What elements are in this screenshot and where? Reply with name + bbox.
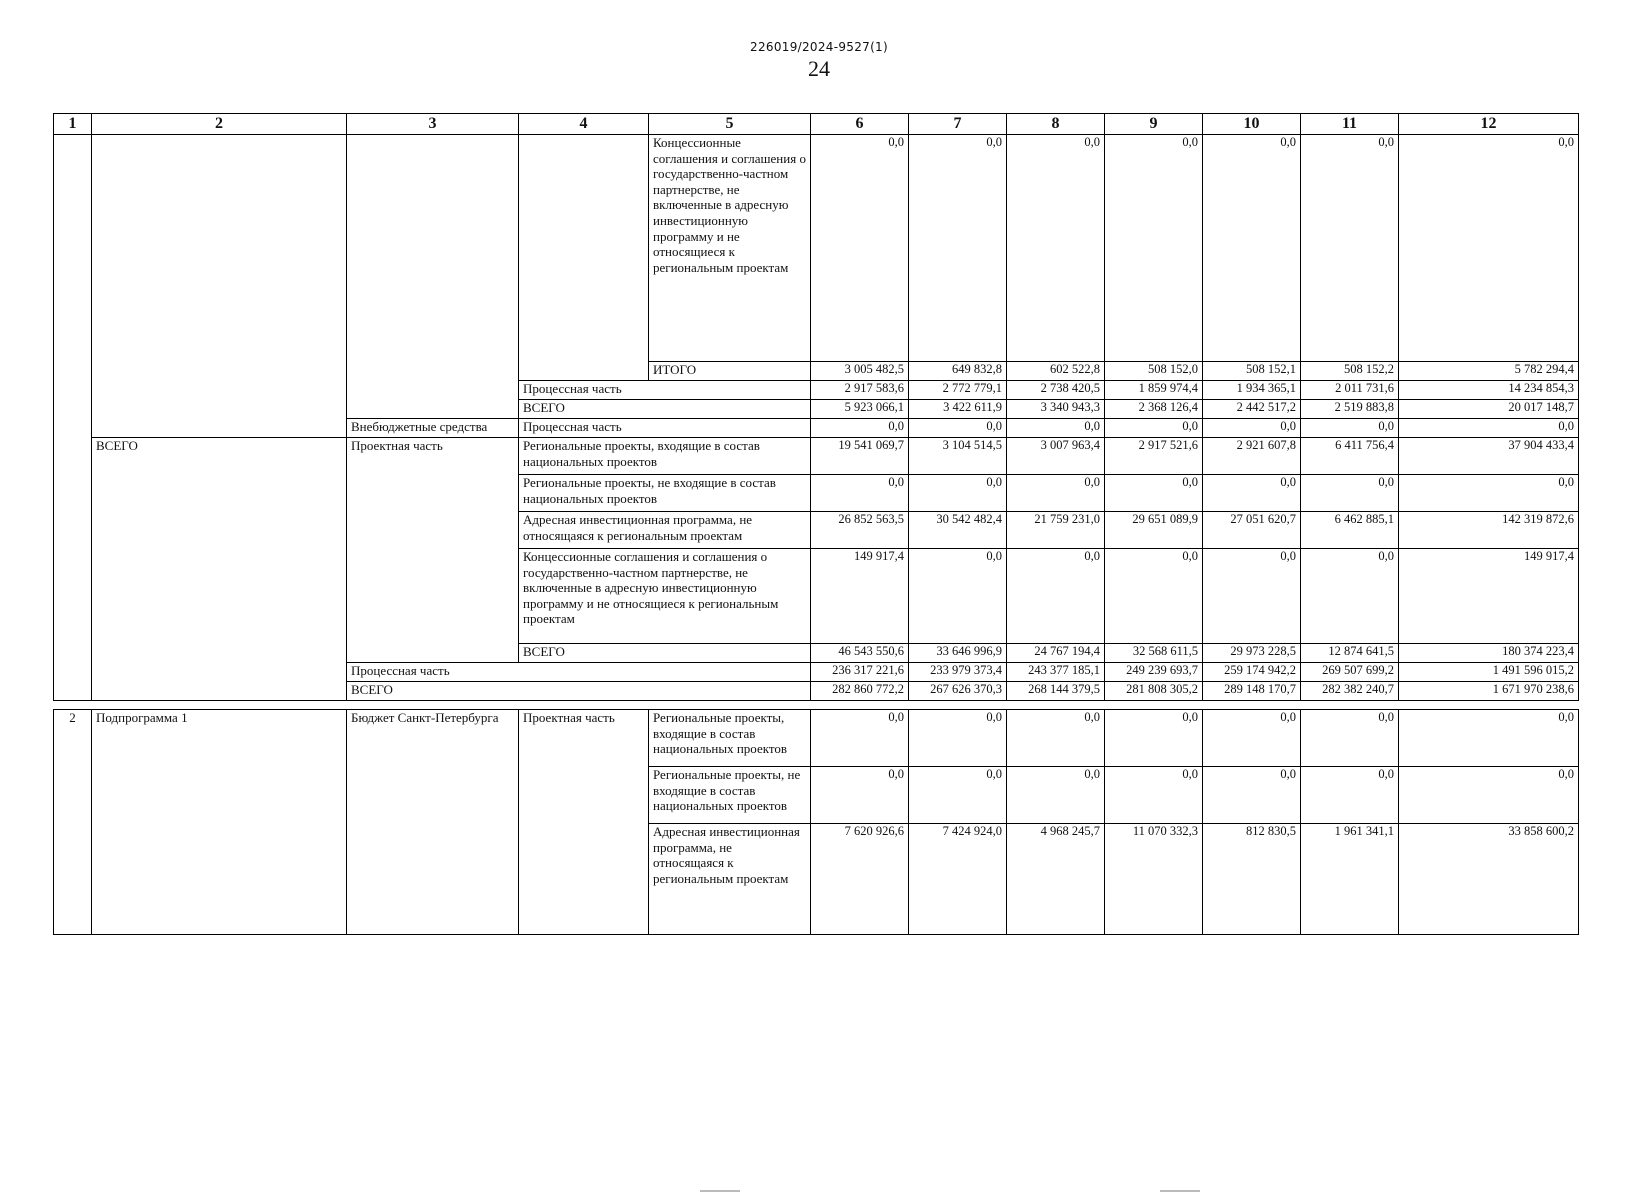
value-cell: 27 051 620,7: [1203, 512, 1301, 549]
column-header: 10: [1203, 114, 1301, 135]
value-cell: 5 923 066,1: [811, 400, 909, 419]
column-header: 12: [1399, 114, 1579, 135]
value-cell: 3 104 514,5: [909, 438, 1007, 475]
value-cell: 0,0: [1301, 549, 1399, 644]
value-cell: 0,0: [811, 475, 909, 512]
column-header: 6: [811, 114, 909, 135]
column-header: 2: [92, 114, 347, 135]
row-number-cell: [54, 135, 92, 701]
value-cell: 0,0: [1007, 767, 1105, 824]
row-label: Адресная инвестиционная программа, не относящаяся к региональным проектам: [519, 512, 811, 549]
value-cell: 0,0: [1105, 135, 1203, 362]
row-label: Концессионные соглашения и соглашения о государственно-частном партнерстве, не включенные в адресную инвестиционную программу и не относящиеся к региональным проектам: [649, 135, 811, 362]
value-cell: 243 377 185,1: [1007, 663, 1105, 682]
value-cell: 267 626 370,3: [909, 682, 1007, 701]
value-cell: 3 340 943,3: [1007, 400, 1105, 419]
value-cell: 0,0: [811, 419, 909, 438]
value-cell: 2 442 517,2: [1203, 400, 1301, 419]
value-cell: 233 979 373,4: [909, 663, 1007, 682]
value-cell: 180 374 223,4: [1399, 644, 1579, 663]
value-cell: 0,0: [1399, 135, 1579, 362]
table-row: [54, 438, 1579, 475]
value-cell: 0,0: [1007, 419, 1105, 438]
row-label: ВСЕГО: [347, 682, 811, 701]
part-cell: Проектная часть: [519, 710, 649, 935]
value-cell: 0,0: [1203, 710, 1301, 767]
row-label: ВСЕГО: [519, 644, 811, 663]
value-cell: 0,0: [909, 549, 1007, 644]
value-cell: 508 152,0: [1105, 362, 1203, 381]
column-header: 3: [347, 114, 519, 135]
value-cell: 14 234 854,3: [1399, 381, 1579, 400]
value-cell: 259 174 942,2: [1203, 663, 1301, 682]
value-cell: 602 522,8: [1007, 362, 1105, 381]
value-cell: 249 239 693,7: [1105, 663, 1203, 682]
subprogram-name: Подпрограмма 1: [92, 710, 347, 935]
value-cell: 2 011 731,6: [1301, 381, 1399, 400]
value-cell: 0,0: [1007, 135, 1105, 362]
value-cell: 29 651 089,9: [1105, 512, 1203, 549]
value-cell: 289 148 170,7: [1203, 682, 1301, 701]
value-cell: 20 017 148,7: [1399, 400, 1579, 419]
row-label: Концессионные соглашения и соглашения о государственно-частном партнерстве, не включенные в адресную инвестиционную программу и не относящиеся к региональным проектам: [519, 549, 811, 644]
value-cell: 29 973 228,5: [1203, 644, 1301, 663]
column-header: 4: [519, 114, 649, 135]
value-cell: 0,0: [811, 135, 909, 362]
row-label: ИТОГО: [649, 362, 811, 381]
value-cell: 3 422 611,9: [909, 400, 1007, 419]
value-cell: 282 382 240,7: [1301, 682, 1399, 701]
row-label: Региональные проекты, не входящие в состав национальных проектов: [519, 475, 811, 512]
value-cell: 0,0: [1105, 710, 1203, 767]
value-cell: 2 368 126,4: [1105, 400, 1203, 419]
value-cell: 11 070 332,3: [1105, 824, 1203, 935]
subprogram-table: [53, 709, 1579, 935]
value-cell: 2 917 521,6: [1105, 438, 1203, 475]
value-cell: 2 921 607,8: [1203, 438, 1301, 475]
value-cell: 2 519 883,8: [1301, 400, 1399, 419]
value-cell: 0,0: [1203, 767, 1301, 824]
value-cell: 0,0: [909, 135, 1007, 362]
value-cell: 0,0: [909, 419, 1007, 438]
value-cell: 24 767 194,4: [1007, 644, 1105, 663]
value-cell: 0,0: [1203, 419, 1301, 438]
source-cell: [347, 135, 519, 419]
value-cell: 281 808 305,2: [1105, 682, 1203, 701]
value-cell: 649 832,8: [909, 362, 1007, 381]
value-cell: 4 968 245,7: [1007, 824, 1105, 935]
total-name-cell: ВСЕГО: [92, 438, 347, 701]
row-number-cell: 2: [54, 710, 92, 935]
row-label: Процессная часть: [347, 663, 811, 682]
page-number: 24: [808, 56, 830, 81]
value-cell: 0,0: [1399, 475, 1579, 512]
row-label: Региональные проекты, не входящие в состав национальных проектов: [649, 767, 811, 824]
table-row: [54, 710, 1579, 767]
column-header: 9: [1105, 114, 1203, 135]
value-cell: 3 005 482,5: [811, 362, 909, 381]
part-cell: [519, 135, 649, 381]
value-cell: 269 507 699,2: [1301, 663, 1399, 682]
column-number-row: [54, 114, 1579, 135]
column-header: 8: [1007, 114, 1105, 135]
row-label: Адресная инвестиционная программа, не относящаяся к региональным проектам: [649, 824, 811, 935]
value-cell: 33 858 600,2: [1399, 824, 1579, 935]
document-registration-number: 226019/2024-9527(1): [750, 40, 888, 54]
part-cell: Проектная часть: [347, 438, 519, 663]
value-cell: 1 671 970 238,6: [1399, 682, 1579, 701]
row-label: Процессная часть: [519, 381, 811, 400]
value-cell: 236 317 221,6: [811, 663, 909, 682]
value-cell: 0,0: [1203, 135, 1301, 362]
value-cell: 0,0: [1105, 767, 1203, 824]
value-cell: 0,0: [1301, 135, 1399, 362]
value-cell: 142 319 872,6: [1399, 512, 1579, 549]
value-cell: 2 738 420,5: [1007, 381, 1105, 400]
value-cell: 26 852 563,5: [811, 512, 909, 549]
value-cell: 2 772 779,1: [909, 381, 1007, 400]
column-header: 5: [649, 114, 811, 135]
value-cell: 6 411 756,4: [1301, 438, 1399, 475]
value-cell: 0,0: [1399, 710, 1579, 767]
value-cell: 21 759 231,0: [1007, 512, 1105, 549]
scan-artifacts: [700, 1190, 1220, 1196]
value-cell: 0,0: [1105, 549, 1203, 644]
column-header: 11: [1301, 114, 1399, 135]
value-cell: 0,0: [1007, 475, 1105, 512]
value-cell: 0,0: [1301, 767, 1399, 824]
value-cell: 30 542 482,4: [909, 512, 1007, 549]
value-cell: 3 007 963,4: [1007, 438, 1105, 475]
value-cell: 149 917,4: [1399, 549, 1579, 644]
value-cell: 0,0: [1007, 710, 1105, 767]
value-cell: 46 543 550,6: [811, 644, 909, 663]
value-cell: 5 782 294,4: [1399, 362, 1579, 381]
value-cell: 37 904 433,4: [1399, 438, 1579, 475]
column-header: 7: [909, 114, 1007, 135]
value-cell: 0,0: [909, 710, 1007, 767]
row-label: Процессная часть: [519, 419, 811, 438]
value-cell: 812 830,5: [1203, 824, 1301, 935]
value-cell: 1 491 596 015,2: [1399, 663, 1579, 682]
table-row: [54, 135, 1579, 362]
row-label: Региональные проекты, входящие в состав национальных проектов: [649, 710, 811, 767]
value-cell: 0,0: [811, 767, 909, 824]
value-cell: 33 646 996,9: [909, 644, 1007, 663]
value-cell: 0,0: [1399, 767, 1579, 824]
value-cell: 0,0: [909, 475, 1007, 512]
column-header: 1: [54, 114, 92, 135]
value-cell: 282 860 772,2: [811, 682, 909, 701]
value-cell: 0,0: [1105, 475, 1203, 512]
value-cell: 7 424 924,0: [909, 824, 1007, 935]
value-cell: 1 859 974,4: [1105, 381, 1203, 400]
value-cell: 0,0: [1203, 475, 1301, 512]
source-label: Внебюджетные средства: [347, 419, 519, 438]
value-cell: 0,0: [1301, 419, 1399, 438]
name-cell: [92, 135, 347, 438]
value-cell: 1 961 341,1: [1301, 824, 1399, 935]
source-cell: Бюджет Санкт-Петербурга: [347, 710, 519, 935]
value-cell: 0,0: [1105, 419, 1203, 438]
value-cell: 0,0: [1007, 549, 1105, 644]
value-cell: 7 620 926,6: [811, 824, 909, 935]
value-cell: 268 144 379,5: [1007, 682, 1105, 701]
value-cell: 0,0: [909, 767, 1007, 824]
value-cell: 508 152,1: [1203, 362, 1301, 381]
budget-table: [53, 113, 1579, 701]
value-cell: 0,0: [1301, 710, 1399, 767]
value-cell: 149 917,4: [811, 549, 909, 644]
row-label: ВСЕГО: [519, 400, 811, 419]
value-cell: 0,0: [1301, 475, 1399, 512]
value-cell: 2 917 583,6: [811, 381, 909, 400]
value-cell: 0,0: [1399, 419, 1579, 438]
value-cell: 19 541 069,7: [811, 438, 909, 475]
value-cell: 0,0: [811, 710, 909, 767]
value-cell: 508 152,2: [1301, 362, 1399, 381]
value-cell: 12 874 641,5: [1301, 644, 1399, 663]
value-cell: 6 462 885,1: [1301, 512, 1399, 549]
value-cell: 1 934 365,1: [1203, 381, 1301, 400]
row-label: Региональные проекты, входящие в состав национальных проектов: [519, 438, 811, 475]
value-cell: 32 568 611,5: [1105, 644, 1203, 663]
value-cell: 0,0: [1203, 549, 1301, 644]
